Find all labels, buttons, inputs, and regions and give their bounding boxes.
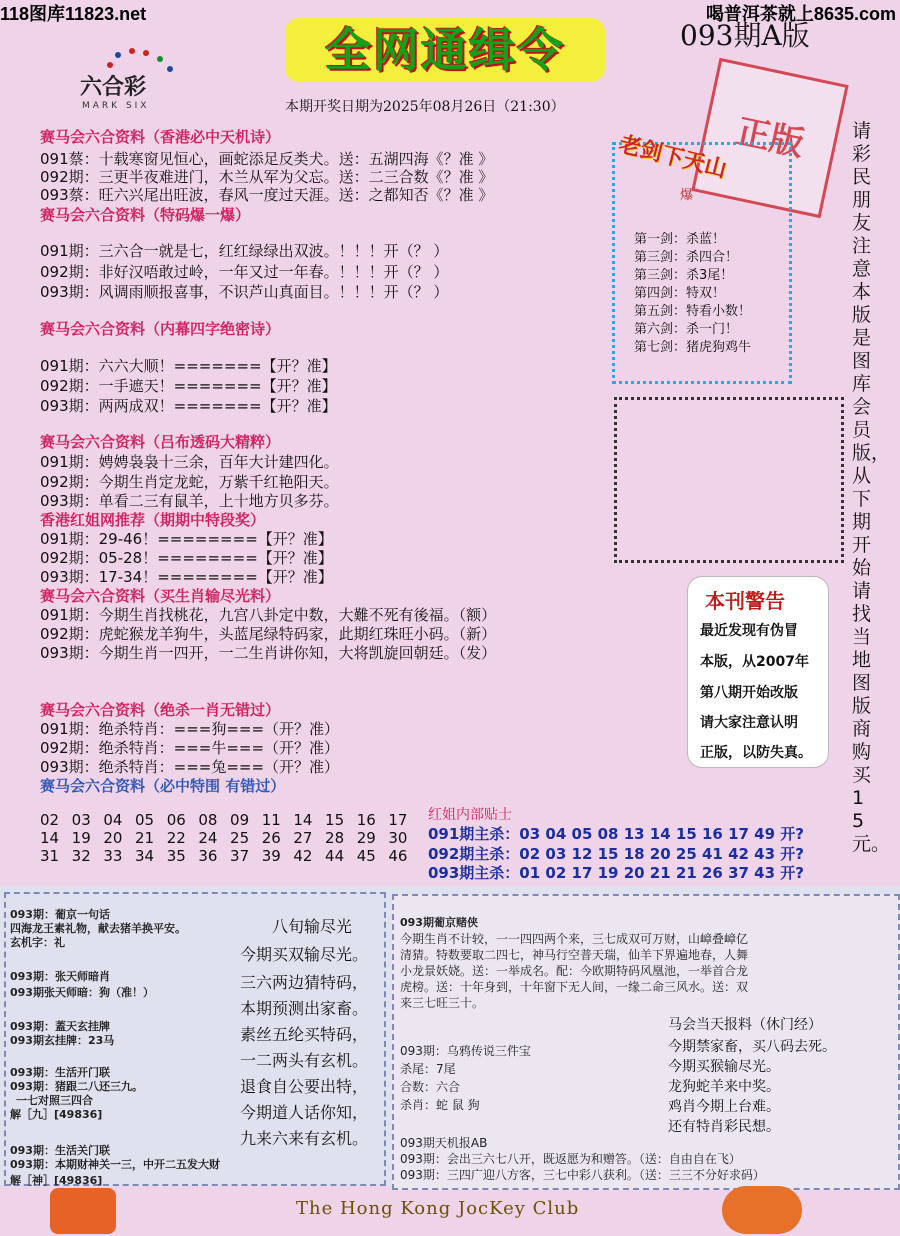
number-cell: 09 — [230, 811, 250, 829]
bl-item: 093期：蓋天玄挂牌 — [10, 1020, 110, 1033]
number-cell: 45 — [356, 847, 376, 865]
poem-line: 今期道人话你知， — [240, 1103, 369, 1122]
bl-item: 093期：张天师暗肖 — [10, 970, 110, 983]
br-mid: 093期：乌鸦传说三件宝 — [400, 1044, 531, 1058]
section-line: 091蔡：十载寒窗见恒心，画蛇添足反类犬。送：五湖四海《？准 》 — [40, 150, 494, 168]
bl-item: 解［神］[49836] — [10, 1174, 103, 1187]
bl-item: 093期玄挂牌：23马 — [10, 1034, 115, 1047]
section-line: 093期：17-34！========【开？准】 — [40, 568, 333, 586]
kill-line: 092期主杀：02 03 12 15 18 20 25 41 42 43 开? — [428, 845, 804, 863]
number-cell: 17 — [388, 811, 408, 829]
footer-club-name: The Hong Kong JocKey Club — [296, 1198, 580, 1219]
poem-line: 一二两头有玄机。 — [240, 1051, 369, 1070]
number-cell: 08 — [198, 811, 218, 829]
br-para: 清猜。特数要取二四七，神马行空普天瑞，仙羊下界遍地春，人舞 — [400, 948, 749, 962]
section-title: 赛马会六合资料（香港必中天机诗） — [40, 128, 281, 146]
number-cell: 37 — [230, 847, 250, 865]
bl-item: 玄机字：礼 — [10, 936, 65, 949]
section-line: 093期：单看二三有鼠羊，上十地方贝多芬。 — [40, 492, 339, 510]
guide-line: 马会当天报料（休门经） — [668, 1017, 822, 1033]
section-line: 092期：三更半夜难进门，木兰从军为父忘。送：二三合数《？准 》 — [40, 168, 494, 186]
poem-line: 退食自公要出特， — [240, 1077, 369, 1096]
number-cell: 30 — [388, 829, 408, 847]
section-line: 091期：绝杀特肖：===狗===（开？准） — [40, 720, 340, 738]
br-ab: 093期天机报AB — [400, 1136, 488, 1150]
guide-line: 还有特肖彩民想。 — [668, 1119, 780, 1135]
sword-title: 老剑下天山 — [616, 132, 729, 183]
number-cell: 44 — [325, 847, 345, 865]
section-line: 092期：一手遮天！=======【开？准】 — [40, 377, 337, 395]
number-cell: 24 — [198, 829, 218, 847]
number-grid — [40, 811, 420, 865]
page-title: 全网通缉令 — [285, 18, 605, 82]
br-para: 虎榜。送：十年身到，十年窗下无人间，一缘二命三风水。送：双 — [400, 980, 749, 994]
logo-english: MARK SIX — [82, 101, 150, 111]
br-para: 来三七旺三十。 — [400, 996, 485, 1010]
bl-item: 093期：葡京一句话 — [10, 908, 110, 921]
number-cell: 22 — [166, 829, 186, 847]
burst-badge: 爆 — [680, 188, 694, 203]
br-mid: 合数：六合 — [400, 1080, 461, 1094]
number-cell: 26 — [261, 829, 281, 847]
br-ab: 093期：会出三六七八开，既返愿为和赠答。（送：自由自在飞） — [400, 1152, 741, 1166]
section-line: 093期：两两成双！=======【开？准】 — [40, 397, 337, 415]
logo-chinese: 六合彩 — [80, 75, 147, 100]
section-line: 092期：虎蛇猴龙羊狗牛，头蓝尾绿特码家，此期红珠旺小码。（新） — [40, 625, 497, 643]
number-cell: 04 — [103, 811, 123, 829]
number-cell: 32 — [71, 847, 91, 865]
number-cell: 34 — [135, 847, 155, 865]
sword-line: 第七剑：猪虎狗鸡牛 — [634, 340, 752, 355]
number-row — [40, 829, 420, 847]
bl-item: 093期：猪跟二八还三九。 — [10, 1080, 143, 1093]
number-row — [40, 811, 420, 829]
guide-line: 今期买猴输尽光。 — [668, 1059, 780, 1075]
footer-right-logo — [722, 1186, 802, 1234]
kill-line: 091期主杀：03 04 05 08 13 14 15 16 17 49 开? — [428, 825, 804, 843]
number-cell: 35 — [166, 847, 186, 865]
number-cell: 36 — [198, 847, 218, 865]
number-cell: 19 — [71, 829, 91, 847]
number-cell: 02 — [40, 811, 60, 829]
bl-item: 093期张天师暗：狗（准！） — [10, 986, 154, 999]
section-line: 091期：29-46！========【开？准】 — [40, 530, 333, 548]
number-cell: 06 — [166, 811, 186, 829]
draw-date: 本期开奖日期为2025年08月26日（21:30） — [285, 99, 565, 115]
section-title: 香港红姐网推荐（期期中特段奖） — [40, 511, 266, 529]
section-title: 赛马会六合资料（内幕四字绝密诗） — [40, 320, 281, 338]
sword-line: 第一剑：杀蓝！ — [634, 232, 726, 247]
number-cell: 25 — [230, 829, 250, 847]
warning-line: 最近发现有伪冒 — [700, 623, 798, 639]
sword-line: 第三剑：杀四合！ — [634, 250, 739, 265]
guide-line: 鸡肖今期上台难。 — [668, 1099, 780, 1115]
section-title: 赛马会六合资料（吕布透码大精粹） — [40, 433, 281, 451]
poem-line: 三六两边猜特码， — [240, 973, 369, 992]
poem-line: 今期买双输尽光。 — [240, 945, 369, 964]
number-cell: 03 — [71, 811, 91, 829]
section-line: 093期：今期生肖一四开，一二生肖讲你知，大将凯旋回朝廷。（发） — [40, 644, 497, 662]
number-cell: 15 — [325, 811, 345, 829]
br-ab: 093期：三四广迎八方客，三七中彩八获利。（送：三三不分好求码） — [400, 1168, 765, 1182]
site-right-label[interactable]: 喝普洱茶就上8635.com — [705, 4, 896, 24]
number-cell: 46 — [388, 847, 408, 865]
number-cell: 28 — [325, 829, 345, 847]
section-line: 091期：今期生肖找桃花，九宫八卦定中数，大難不死有後福。（额） — [40, 606, 497, 624]
number-cell: 27 — [293, 829, 313, 847]
section-title: 赛马会六合资料（特码爆一爆） — [40, 206, 251, 224]
section-line: 091期：娉娉袅袅十三余，百年大计建四化。 — [40, 453, 339, 471]
section-line: 092期：绝杀特肖：===牛===（开？准） — [40, 739, 340, 757]
site-left-label[interactable]: 118图库11823.net — [0, 4, 147, 24]
bl-item: 093期：本期财神关一三，中开二五发大财 — [10, 1158, 220, 1171]
section-line: 093期：绝杀特肖：===兔===（开？准） — [40, 758, 340, 776]
number-cell: 31 — [40, 847, 60, 865]
bl-item: 一七对照三四合 — [16, 1094, 93, 1107]
section-line: 093期：风调雨顺报喜事，不识芦山真面目。！！！开（？ ） — [40, 283, 449, 301]
genuine-stamp: 正版 — [691, 58, 848, 218]
number-cell: 39 — [261, 847, 281, 865]
sword-line: 第六剑：杀一门！ — [634, 322, 739, 337]
number-cell: 21 — [135, 829, 155, 847]
section-line: 091期：六六大顺！=======【开？准】 — [40, 357, 337, 375]
bl-item: 093期：生活开门联 — [10, 1066, 110, 1079]
number-cell: 05 — [135, 811, 155, 829]
number-cell: 16 — [356, 811, 376, 829]
section-title: 赛马会六合资料（绝杀一肖无错过） — [40, 701, 281, 719]
number-cell: 14 — [293, 811, 313, 829]
warning-line: 本版，从2007年 — [700, 654, 809, 670]
number-cell: 20 — [103, 829, 123, 847]
poem-line: 九来六来有玄机。 — [240, 1129, 369, 1148]
poem-line: 素丝五纶买特码， — [240, 1025, 369, 1044]
bl-item: 解［九］[49836] — [10, 1108, 103, 1121]
edition-label: 093期A版 — [680, 19, 810, 52]
br-para: 小龙景妖娆。送：一举成名。配：今欧期特码风凰池，一举首合龙 — [400, 964, 749, 978]
footer-left-logo — [50, 1188, 116, 1234]
number-cell: 11 — [261, 811, 281, 829]
number-row — [40, 847, 420, 865]
br-head: 093期葡京赌侠 — [400, 916, 478, 929]
poem-line: 八旬输尽光 — [272, 917, 353, 936]
sword-line: 第三剑：杀3尾！ — [634, 268, 734, 283]
br-mid: 杀肖：蛇 鼠 狗 — [400, 1098, 480, 1112]
warning-line: 请大家注意认明 — [700, 715, 798, 731]
bl-item: 四海龙王素礼物，献去猪羊换平安。 — [10, 922, 186, 935]
section-title: 赛马会六合资料（买生肖输尽光料） — [40, 587, 281, 605]
inside-tips-title: 红姐内部贴士 — [428, 807, 512, 823]
warning-line: 第八期开始改版 — [700, 685, 798, 701]
section-line: 093蔡：旺六兴尾出旺波，春风一度过天涯。送：之都知否《？准 》 — [40, 186, 494, 204]
section-title: 赛马会六合资料（必中特围 有错过） — [40, 777, 286, 795]
number-cell: 33 — [103, 847, 123, 865]
kill-line: 093期主杀：01 02 17 19 20 21 21 26 37 43 开? — [428, 864, 804, 882]
sword-line: 第五剑：特看小数！ — [634, 304, 752, 319]
section-line: 091期：三六合一就是七，红红绿绿出双波。！！！开（？ ） — [40, 242, 449, 260]
number-cell: 42 — [293, 847, 313, 865]
section-line: 092期：今期生肖定龙蛇，万紫千红艳阳天。 — [40, 473, 339, 491]
warning-line: 正版，以防失真。 — [700, 745, 812, 761]
poem-line: 本期预测出家畜。 — [240, 999, 369, 1018]
section-line: 092期：05-28！========【开？准】 — [40, 549, 333, 567]
br-mid: 杀尾：7尾 — [400, 1062, 456, 1076]
empty-dotted-box — [614, 397, 844, 563]
number-cell: 14 — [40, 829, 60, 847]
sword-line: 第四剑：特双！ — [634, 286, 726, 301]
bl-item: 093期：生活关门联 — [10, 1144, 110, 1157]
number-cell: 29 — [356, 829, 376, 847]
vertical-notice: 请彩民朋友注意本版是图库会员版，从下期开始请找当地图版商购买15元。 — [852, 120, 891, 855]
section-line: 092期：非好汉唔敢过岭，一年又过一年春。！！！开（？ ） — [40, 263, 449, 281]
warning-title: 本刊警告 — [705, 589, 785, 613]
br-para: 今期生肖不计较，一一四四两个来，三七成双可万财，山嶂叠嶂亿 — [400, 932, 749, 946]
guide-line: 龙狗蛇羊来中奖。 — [668, 1079, 780, 1095]
guide-line: 今期禁家畜，买八码去死。 — [668, 1039, 836, 1055]
